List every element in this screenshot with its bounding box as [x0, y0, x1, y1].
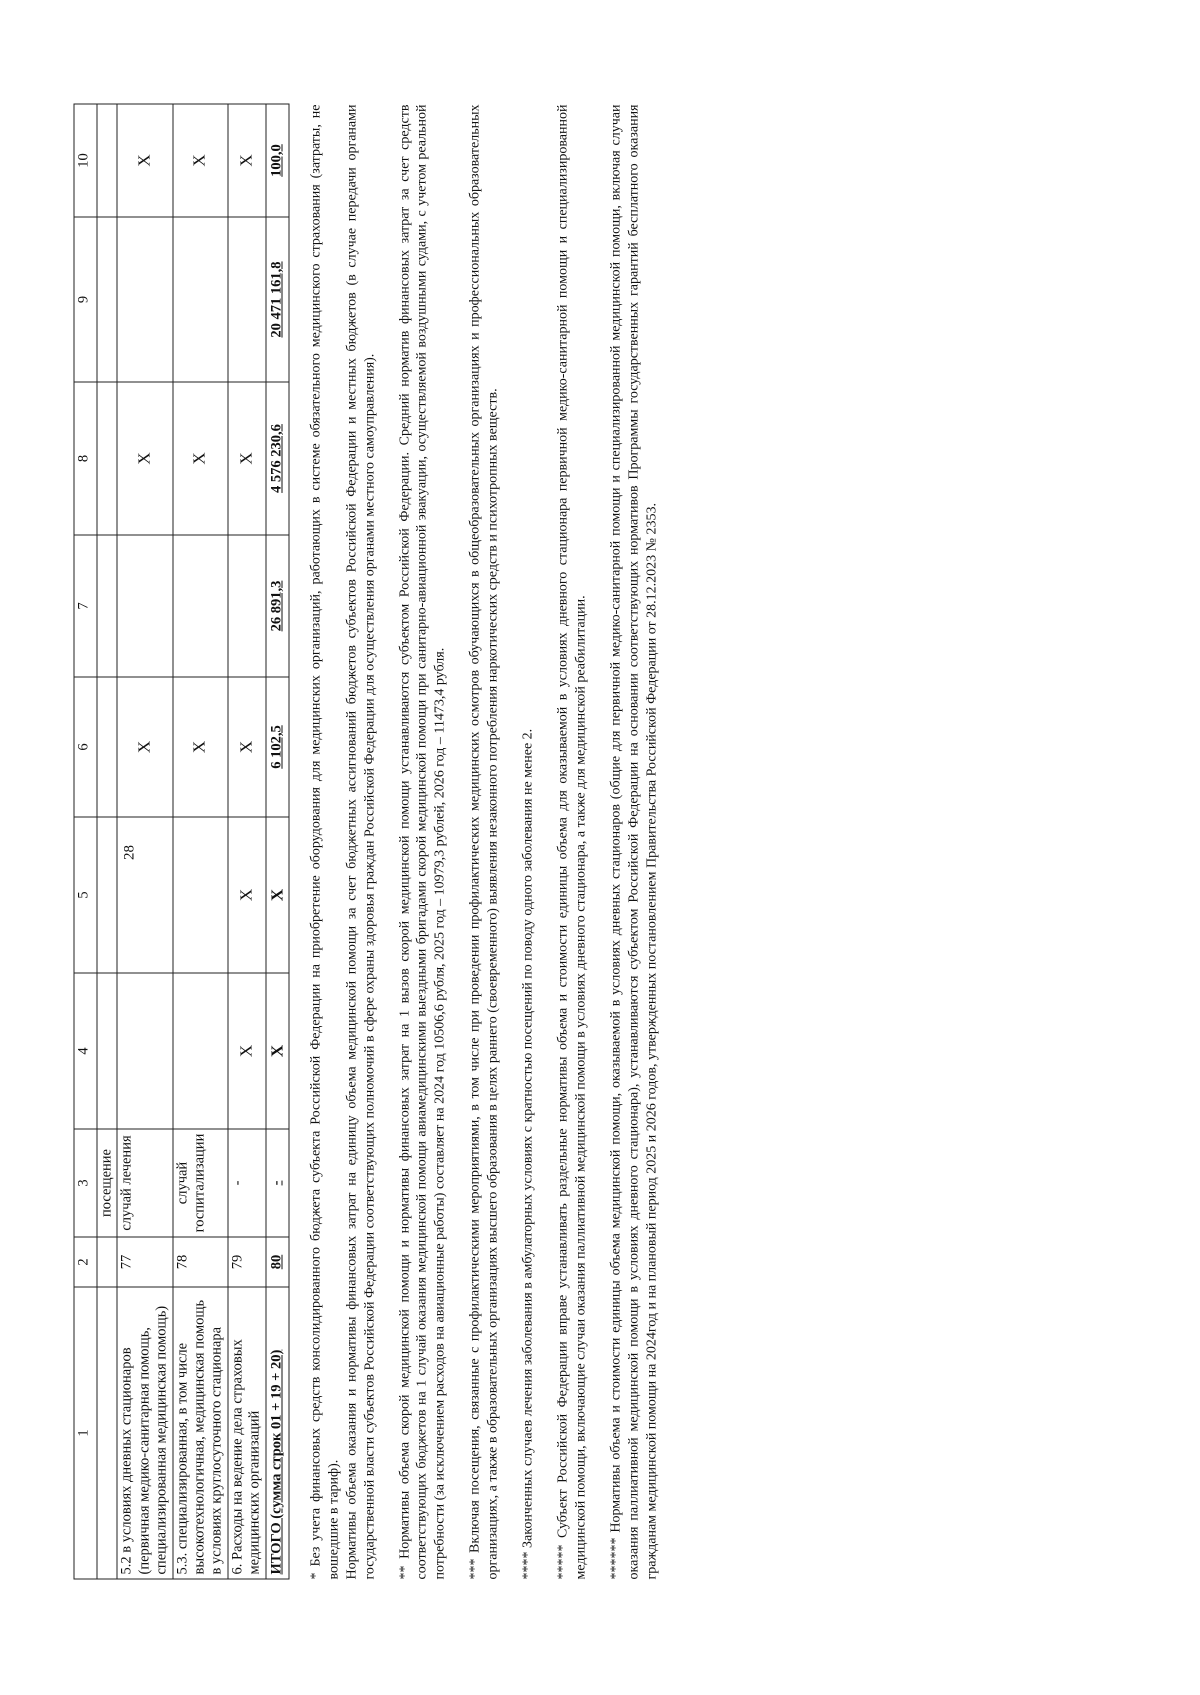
value-cell: 4 576 230,6 — [266, 382, 289, 535]
value-cell: X — [228, 382, 266, 535]
value-cell — [117, 217, 172, 382]
footnote: * Без учета финансовых средств консолидированного бюджета субъекта Российской Федерации на приобретение оборудования для медицинских организаций, работающих в системе обязательного медицинского страхования (затраты, не вошедшие в тариф). — [308, 104, 342, 1580]
column-number: 5 — [74, 817, 97, 973]
footnote: ** Нормативы объема скорой медицинской помощи и нормативы финансовых затрат на 1 вызов скорой медицинской помощи устанавливаются субъектом Российской Федерации. Средний норматив финансовых затрат за счет средств соответствующих бюджетов на 1 случай оказания медицинской помощи авиамедицинскими выездными бригадами скорой медицинской помощи при санитарно-авиационной эвакуации, осуществляемой воздушными судами, с учетом реальной потребности (за исключением расходов на авиационные работы) составляет на 2024 год 10506,6 рубля, 2025 год – 10979,3 рублей, 2026 год – 11473,4 рубля. — [397, 104, 448, 1580]
footnote: Нормативы объема оказания и нормативы финансовых затрат на единицу объема медицинской помощи за счет бюджетных ассигнований бюджетов субъектов Российской Федерации и местных бюджетов (в случае передачи органами государственной власти субъектов Российской Федерации соответствующих полномочий в сфере охраны здоровья граждан Российской Федерации для осуществления органами местного самоуправления). — [344, 104, 378, 1580]
row-code: 77 — [117, 1237, 172, 1287]
footnote: **** Законченных случаев лечения заболевания в амбулаторных условиях с кратностью посещений по поводу одного заболевания не менее 2. — [520, 728, 536, 1580]
value-cell — [97, 677, 117, 817]
value-cell — [97, 817, 117, 973]
table-row — [97, 104, 117, 1579]
value-cell — [97, 217, 117, 382]
value-cell — [173, 973, 228, 1129]
value-cell: X — [117, 104, 172, 217]
value-cell — [97, 382, 117, 535]
value-cell: X — [228, 817, 266, 973]
unit-cell: - — [228, 1129, 266, 1237]
value-cell — [173, 817, 228, 973]
value-cell: 100,0 — [266, 104, 289, 217]
value-cell: X — [173, 677, 228, 817]
value-cell — [173, 535, 228, 677]
value-cell: X — [173, 382, 228, 535]
rotated-page-content — [74, 105, 1054, 1580]
value-cell: 20 471 161,8 — [266, 217, 289, 382]
footnote: *** Включая посещения, связанные с профилактическими мероприятиями, в том числе при проведении профилактических медицинских осмотров обучающихся в общеобразовательных организациях и профессиональных образовательных организациях, а также в образовательных организациях высшего образования в целях раннего (своевременного) выявления незаконного потребления наркотических средств и психотропных веществ. — [467, 104, 501, 1580]
row-label: 6. Расходы на ведение дела страховых медицинских организаций — [228, 1287, 266, 1579]
unit-cell: посещение — [97, 1129, 117, 1237]
column-number: 4 — [74, 973, 97, 1129]
value-cell: X — [266, 973, 289, 1129]
value-cell — [117, 973, 172, 1129]
value-cell: X — [228, 677, 266, 817]
table-header-row — [74, 104, 97, 1579]
row-label: 5.3. специализированная, в том числе высокотехнологичная, медицинская помощь в условиях круглосуточного стационара — [173, 1287, 228, 1579]
row-code — [97, 1237, 117, 1287]
row-label: 5.2 в условиях дневных стационаров (первичная медико-санитарная помощь, специализированная медицинская помощь) — [117, 1287, 172, 1579]
footnote: ***** Субъект Российской Федерации вправе устанавливать раздельные нормативы объема и стоимости единицы объема для оказываемой в условиях дневного стационара первичной медико-санитарной помощи и специализированной медицинской помощи, включающие случаи оказания паллиативной медицинской помощи в условиях дневного стационара, а также для медицинской реабилитации. — [555, 104, 589, 1580]
page-number: 28 — [121, 845, 138, 860]
row-code: 78 — [173, 1237, 228, 1287]
row-code: 79 — [228, 1237, 266, 1287]
column-number: 10 — [74, 104, 97, 217]
table-row — [228, 104, 266, 1579]
column-number: 9 — [74, 217, 97, 382]
column-number: 2 — [74, 1237, 97, 1287]
unit-cell: случай лечения — [117, 1129, 172, 1237]
column-number: 6 — [74, 677, 97, 817]
unit-cell: - — [266, 1129, 289, 1237]
value-cell — [228, 217, 266, 382]
value-cell — [117, 817, 172, 973]
row-label: ИТОГО (сумма строк 01 + 19 + 20) — [266, 1287, 289, 1579]
value-cell: X — [117, 677, 172, 817]
value-cell — [97, 535, 117, 677]
row-code: 80 — [266, 1237, 289, 1287]
table-total-row — [266, 104, 289, 1579]
value-cell: X — [228, 973, 266, 1129]
value-cell: X — [173, 104, 228, 217]
value-cell: 6 102,5 — [266, 677, 289, 817]
table-row — [173, 104, 228, 1579]
value-cell: X — [266, 817, 289, 973]
table-row — [117, 104, 172, 1579]
row-label — [97, 1287, 117, 1579]
column-number: 1 — [74, 1287, 97, 1579]
footnotes — [307, 105, 661, 1580]
unit-cell: случай госпитализации — [173, 1129, 228, 1237]
value-cell — [173, 217, 228, 382]
value-cell: 26 891,3 — [266, 535, 289, 677]
value-cell — [97, 973, 117, 1129]
footnote: ****** Нормативы объема и стоимости единицы объема медицинской помощи, оказываемой в условиях дневных стационаров (общие для первичной медико-санитарной помощи и специализированной медицинской помощи, включая случаи оказания паллиативной медицинской помощи в условиях дневного стационара), устанавливаются субъектом Российской Федерации на основании соответствующих нормативов Программы государственных гарантий бесплатного оказания гражданам медицинской помощи на 2024год и на плановый период 2025 и 2026 годов, утвержденных постановлением Правительства Российской Федерации от 28.12.2023 № 2353. — [608, 104, 660, 1580]
value-cell — [228, 535, 266, 677]
column-number: 3 — [74, 1129, 97, 1237]
column-number: 8 — [74, 382, 97, 535]
norms-table — [74, 104, 290, 1580]
column-number: 7 — [74, 535, 97, 677]
value-cell — [117, 535, 172, 677]
value-cell — [97, 104, 117, 217]
value-cell: X — [228, 104, 266, 217]
value-cell: X — [117, 382, 172, 535]
